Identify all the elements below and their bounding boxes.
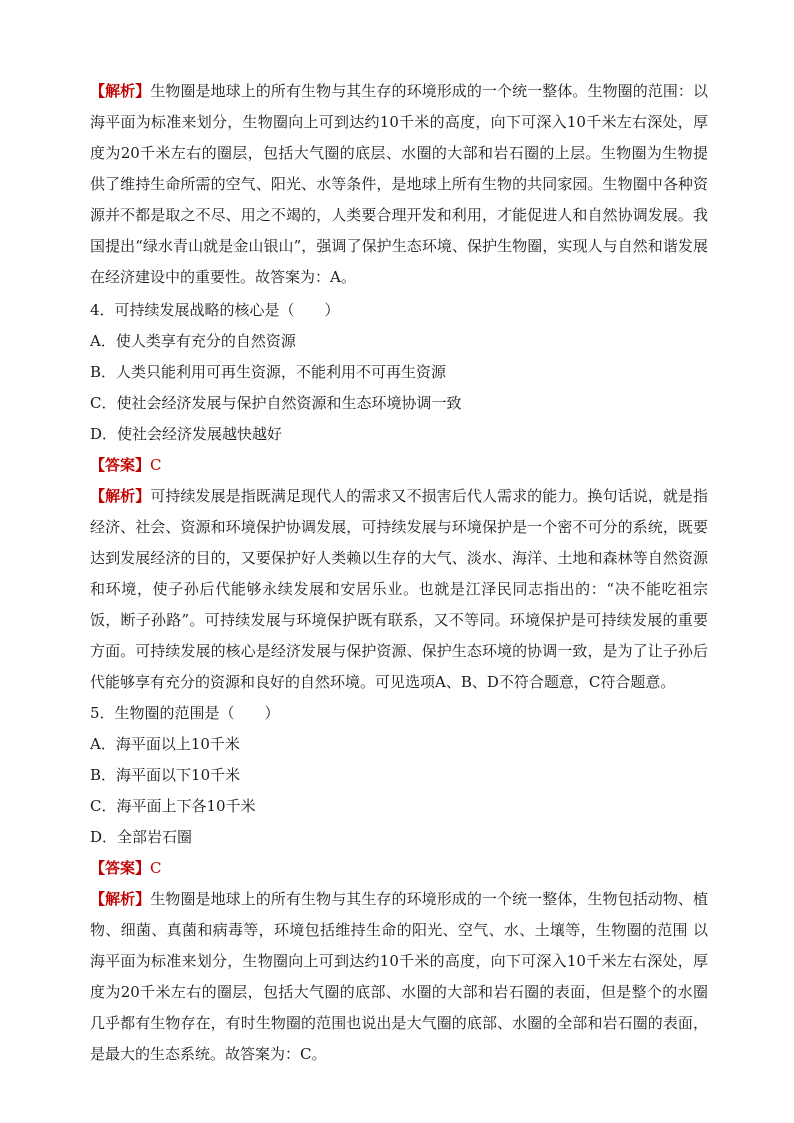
answer-tag: 【答案】 bbox=[90, 859, 151, 877]
question-4-option-b: B．人类只能利用可再生资源，不能利用不可再生资源 bbox=[90, 363, 447, 381]
analysis-tag: 【解析】 bbox=[90, 890, 151, 908]
question-5-stem: 5．生物圈的范围是（ ） bbox=[90, 704, 280, 722]
question-4-option-c: C．使社会经济发展与保护自然资源和生态环境协调一致 bbox=[90, 394, 462, 412]
question-4-analysis bbox=[90, 481, 708, 698]
question-5-option-c: C．海平面上下各10千米 bbox=[90, 797, 256, 815]
question-5-options bbox=[90, 729, 708, 853]
analysis-text: 生物圈是地球上的所有生物与其生存的环境形成的一个统一整体。生物圈的范围：以海平面为标准来划分，生物圈向上可到达约10千米的高度，向下可深入10千米左右深处，厚度为20千米左右的圈层，包括大气圈的底层、水圈的大部和岩石圈的上层。生物圈为生物提供了维持生命所需的空气、阳光、水等条件，是地球上所有生物的共同家园。生物圈中各种资源并不都是取之不尽、用之不竭的，人类要合理开发和利用，才能促进人和自然协调发展。我国提出“绿水青山就是金山银山”，强调了保护生态环境、保护生物圈，实现人与自然和谐发展在经济建设中的重要性。故答案为：A。 bbox=[90, 82, 708, 286]
question-5-answer bbox=[90, 853, 708, 884]
question-4-option-d: D．使社会经济发展越快越好 bbox=[90, 425, 283, 443]
analysis-tag: 【解析】 bbox=[90, 82, 151, 100]
question-5-option-a: A．海平面以上10千米 bbox=[90, 735, 240, 753]
analysis-block-3 bbox=[90, 76, 708, 293]
analysis-text: 可持续发展是指既满足现代人的需求又不损害后代人需求的能力。换句话说，就是指经济、社会、资源和环境保护协调发展，可持续发展与环境保护是一个密不可分的系统，既要达到发展经济的目的，又要保护好人类赖以生存的大气、淡水、海洋、土地和森林等自然资源和环境，使子孙后代能够永续发展和安居乐业。也就是江泽民同志指出的：“决不能吃祖宗饭，断子孙路”。可持续发展与环境保护既有联系，又不等同。环境保护是可持续发展的重要方面。可持续发展的核心是经济发展与保护资源、保护生态环境的协调一致，是为了让子孙后代能够享有充分的资源和良好的自然环境。可见选项A、B、D不符合题意，C符合题意。 bbox=[90, 487, 708, 691]
question-5-option-b: B．海平面以下10千米 bbox=[90, 766, 241, 784]
analysis-tag: 【解析】 bbox=[90, 487, 151, 505]
answer-value: C bbox=[150, 456, 162, 474]
question-4-option-a: A．使人类享有充分的自然资源 bbox=[90, 332, 296, 350]
question-5-analysis bbox=[90, 884, 708, 1070]
answer-tag: 【答案】 bbox=[90, 456, 151, 474]
answer-value: C bbox=[150, 859, 162, 877]
analysis-text: 生物圈是地球上的所有生物与其生存的环境形成的一个统一整体，生物包括动物、植物、细菌、真菌和病毒等，环境包括维持生命的阳光、空气、水、土壤等，生物圈的范围 以海平面为标准来划分，生物圈向上可到达约10千米的高度，向下可深入10千米左右深处，厚度为20千米左右的圈层，包括大气圈的底部、水圈的大部和岩石圈的表面，但是整个的水圈几乎都有生物存在，有时生物圈的范围也说出是大气圈的底部、水圈的全部和岩石圈的表面，是最大的生态系统。故答案为：C。 bbox=[90, 890, 708, 1063]
question-4-stem: 4．可持续发展战略的核心是（ ） bbox=[90, 301, 340, 319]
question-4-answer bbox=[90, 450, 708, 481]
question-5-option-d: D．全部岩石圈 bbox=[90, 828, 193, 846]
